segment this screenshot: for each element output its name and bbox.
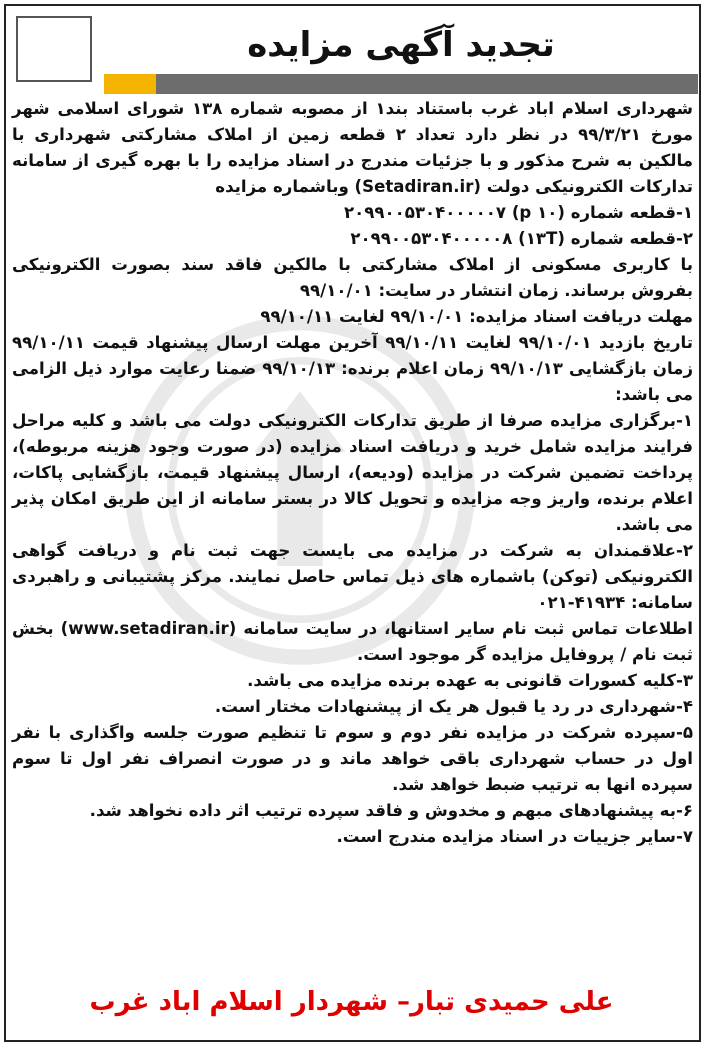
title-underline-bar [104, 74, 698, 94]
docs-deadline: مهلت دریافت اسناد مزایده: ۹۹/۱۰/۰۱ لغایت ۹۹/۱۰/۱۱ [260, 307, 693, 326]
page-title: تجدید آگهی مزایده [247, 25, 555, 65]
usage-paragraph: با کاربری مسکونی از املاک مشارکتی با مالکین فاقد سند بصورت الکترونیکی بفروش برساند. زمان انتشار در سایت: ۹۹/۱۰/۰۱ [12, 255, 693, 300]
rule-6: ۶-به پیشنهادهای مبهم و مخدوش و فاقد سپرده ترتیب اثر داده نخواهد شد. [89, 801, 693, 820]
rule-4: ۴-شهرداری در رد یا قبول هر یک از پیشنهادات مختار است. [214, 697, 693, 716]
parcel-1: ۱-قطعه شماره (p ۱۰) ۲۰۹۹۰۰۵۳۰۴۰۰۰۰۰۷ [343, 203, 693, 222]
parcel-2: ۲-قطعه شماره (۱۳T) ۲۰۹۹۰۰۵۳۰۴۰۰۰۰۰۸ [350, 229, 693, 248]
logo-placeholder [16, 16, 92, 82]
visit-schedule: تاریخ بازدید ۹۹/۱۰/۰۱ لغایت ۹۹/۱۰/۱۱ آخرین مهلت ارسال پیشنهاد قیمت ۹۹/۱۰/۱۱ زمان بازگشایی ۹۹/۱۰/۱۳ زمان اعلام برنده: ۹۹/۱۰/۱۳ ضمنا رعایت موارد ذیل الزامی می باشد: [12, 333, 694, 404]
rule-3: ۳-کلیه کسورات قانونی به عهده برنده مزایده می باشد. [247, 671, 693, 690]
accent-block [104, 74, 156, 94]
rule-2: ۲-علاقمندان به شرکت در مزایده می بایست جهت ثبت نام و دریافت گواهی الکترونیکی (توکن) باشماره های ذیل تماس حاصل نمایند. مرکز پشتیبانی و راهبردی سامانه: ۴۱۹۳۴-۰۲۱ [12, 541, 693, 612]
rule-5: ۵-سپرده شرکت در مزایده نفر دوم و سوم تا تنظیم صورت جلسه واگذاری با نفر اول در حساب شهرداری باقی خواهد ماند و در صورت انصراف نفر اول تا سوم سپرده انها به ترتیب ضبط خواهد شد. [12, 723, 693, 794]
rule-1: ۱-برگزاری مزایده صرفا از طریق تدارکات الکترونیکی دولت می باشد و کلیه مراحل فرایند مزایده شامل خرید و دریافت اسناد مزایده (در صورت وجود هزینه مربوطه)، پرداخت تضمین شرکت در مزایده (ودیعه)، ارسال پیشنهاد قیمت، بازگشایی پاکات، اعلام برنده، واریز وجه مزایده و تحویل کالا در بستر سامانه از این طریق امکان پذیر می باشد. [12, 411, 693, 534]
signature-line: علی حمیدی تبار– شهردار اسلام اباد غرب [89, 987, 614, 1017]
contact-info: اطلاعات تماس ثبت نام سایر استانها، در سایت سامانه (www.setadiran.ir) بخش ثبت نام / پروفایل مزایده گر موجود است. [12, 619, 693, 664]
intro-paragraph: شهرداری اسلام اباد غرب باستناد بند۱ از مصوبه شماره ۱۳۸ شورای اسلامی شهر مورخ ۹۹/۳/۲۱ در نظر دارد تعداد ۲ قطعه زمین از املاک مشارکتی شهرداری با مالکین به شرح مذکور و با جزئیات مندرج در اسناد مزایده را با بهره گیری از سامانه تدارکات الکترونیکی دولت (Setadiran.ir) وباشماره مزایده [12, 99, 693, 196]
rule-7: ۷-سایر جزییات در اسناد مزایده مندرج است. [336, 827, 693, 846]
notice-body [12, 96, 693, 850]
